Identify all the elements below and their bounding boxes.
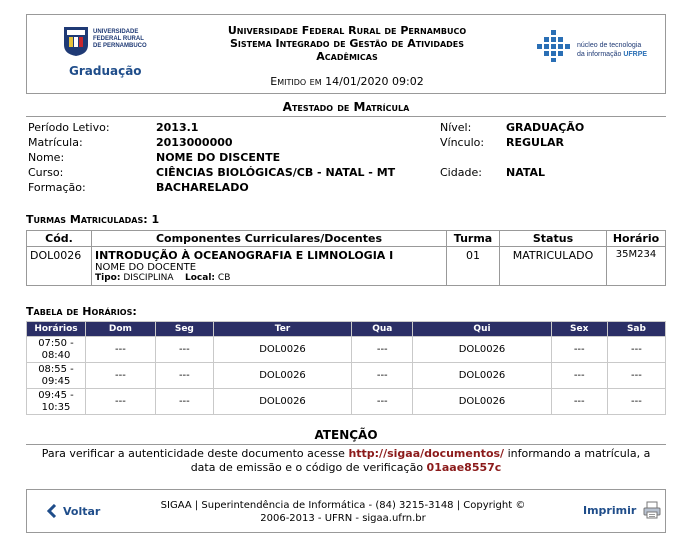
verification-link[interactable]: http://sigaa/documentos/	[348, 447, 505, 460]
schedule-cell: DOL0026	[213, 337, 351, 363]
periodo-value: 2013.1	[156, 121, 199, 134]
voltar-button[interactable]	[47, 504, 100, 518]
atencao-title: ATENÇÃO	[26, 428, 666, 445]
col-header-turma: Turma	[447, 231, 500, 247]
footer-text: SIGAA | Superintendência de Informática - (84) 3215-3148 | Copyright © 2006-2013 - UFRN - sigaa.ufrn.br	[160, 500, 526, 524]
document-title: Atestado de Matrícula	[26, 100, 666, 117]
schedule-cell: ---	[551, 337, 607, 363]
schedule-cell: DOL0026	[413, 389, 551, 415]
vinculo-label: Vínculo:	[440, 136, 485, 149]
emission-date: Emitido em 14/01/2020 09:02	[270, 75, 424, 88]
cell-codigo: DOL0026	[27, 247, 92, 286]
schedule-cell: ---	[607, 363, 665, 389]
turmas-table	[26, 230, 666, 286]
schedule-cell: ---	[155, 363, 213, 389]
col-header-sex: Sex	[551, 322, 607, 337]
time-cell: 09:45 - 10:35	[27, 389, 86, 415]
voltar-label: Voltar	[63, 504, 101, 518]
printer-icon[interactable]	[642, 500, 662, 520]
cidade-value: NATAL	[506, 166, 546, 179]
curso-value: CIÊNCIAS BIOLÓGICAS/CB - NATAL - MT	[156, 166, 396, 179]
horarios-header-row	[27, 322, 666, 337]
department-label: Graduação	[69, 64, 142, 78]
imprimir-button[interactable]: Imprimir	[583, 504, 637, 517]
ufrpe-seal-icon	[63, 25, 89, 57]
schedule-cell: ---	[607, 389, 665, 415]
col-header-sab: Sab	[607, 322, 665, 337]
col-header-horario: Horário	[607, 231, 666, 247]
turmas-header-row	[27, 231, 666, 247]
time-cell: 08:55 - 09:45	[27, 363, 86, 389]
time-cell: 07:50 - 08:40	[27, 337, 86, 363]
cell-componente	[92, 247, 447, 286]
title-line-2: Sistema Integrado de Gestão de Atividades	[229, 37, 465, 50]
title-line-3: Acadêmicas	[316, 50, 378, 63]
col-header-codigo: Cód.	[27, 231, 92, 247]
ufrpe-logo	[63, 23, 153, 57]
cell-status: MATRICULADO	[500, 247, 607, 286]
cidade-label: Cidade:	[440, 166, 482, 179]
nome-value: NOME DO DISCENTE	[156, 151, 281, 164]
col-header-qua: Qua	[352, 322, 413, 337]
horarios-table	[26, 321, 666, 415]
schedule-cell: DOL0026	[213, 389, 351, 415]
col-header-ter: Ter	[213, 322, 351, 337]
docente-name: NOME DO DOCENTE	[95, 262, 197, 273]
col-header-seg: Seg	[155, 322, 213, 337]
schedule-cell: ---	[551, 389, 607, 415]
periodo-label: Período Letivo:	[28, 121, 110, 134]
formacao-label: Formação:	[28, 181, 86, 194]
schedule-cell: ---	[551, 363, 607, 389]
chevron-left-icon	[47, 504, 57, 518]
verification-code: 01aae8557c	[426, 461, 502, 474]
ntic-logo	[535, 29, 665, 63]
col-header-componentes: Componentes Curriculares/Docentes	[92, 231, 447, 247]
col-header-qui: Qui	[413, 322, 551, 337]
tipo-local: Tipo: DISCIPLINA Local: CB	[95, 273, 231, 283]
table-row	[27, 389, 666, 415]
col-header-dom: Dom	[86, 322, 156, 337]
cell-turma: 01	[447, 247, 500, 286]
schedule-cell: ---	[607, 337, 665, 363]
title-line-1: Universidade Federal Rural de Pernambuco	[227, 24, 467, 37]
ntic-dots-icon	[535, 29, 573, 63]
ufrpe-logo-text: UNIVERSIDADE FEDERAL RURAL DE PERNAMBUCO	[93, 29, 147, 49]
schedule-cell: DOL0026	[413, 337, 551, 363]
horarios-title: Tabela de Horários:	[26, 305, 137, 318]
col-header-status: Status	[500, 231, 607, 247]
schedule-cell: ---	[155, 337, 213, 363]
schedule-cell: DOL0026	[213, 363, 351, 389]
curso-label: Curso:	[28, 166, 64, 179]
turmas-title: Turmas Matriculadas: 1	[26, 213, 160, 226]
schedule-cell: ---	[352, 363, 413, 389]
nome-label: Nome:	[28, 151, 65, 164]
schedule-cell: ---	[86, 337, 156, 363]
table-row	[27, 247, 666, 286]
schedule-cell: ---	[352, 337, 413, 363]
table-row	[27, 337, 666, 363]
matricula-value: 2013000000	[156, 136, 233, 149]
componente-name: INTRODUÇÃO À OCEANOGRAFIA E LIMNOLOGIA I	[95, 249, 394, 262]
col-header-horarios: Horários	[27, 322, 86, 337]
matricula-label: Matrícula:	[28, 136, 83, 149]
vinculo-value: REGULAR	[506, 136, 564, 149]
schedule-cell: DOL0026	[413, 363, 551, 389]
ntic-logo-text: núcleo de tecnologia da informação UFRPE	[577, 42, 648, 58]
table-row	[27, 363, 666, 389]
verification-notice: Para verificar a autenticidade deste documento acesse http://sigaa/documentos/ informando a matrícula, a data de emissão e o código de verificação 01aae8557c	[41, 447, 651, 474]
nivel-label: Nível:	[440, 121, 472, 134]
schedule-cell: ---	[155, 389, 213, 415]
institution-titles	[177, 24, 517, 63]
document-header	[26, 14, 666, 94]
page-footer	[26, 489, 666, 533]
nivel-value: GRADUAÇÃO	[506, 121, 585, 134]
schedule-cell: ---	[86, 363, 156, 389]
schedule-cell: ---	[86, 389, 156, 415]
schedule-cell: ---	[352, 389, 413, 415]
formacao-value: BACHARELADO	[156, 181, 249, 194]
cell-horario: 35M234	[607, 247, 666, 286]
